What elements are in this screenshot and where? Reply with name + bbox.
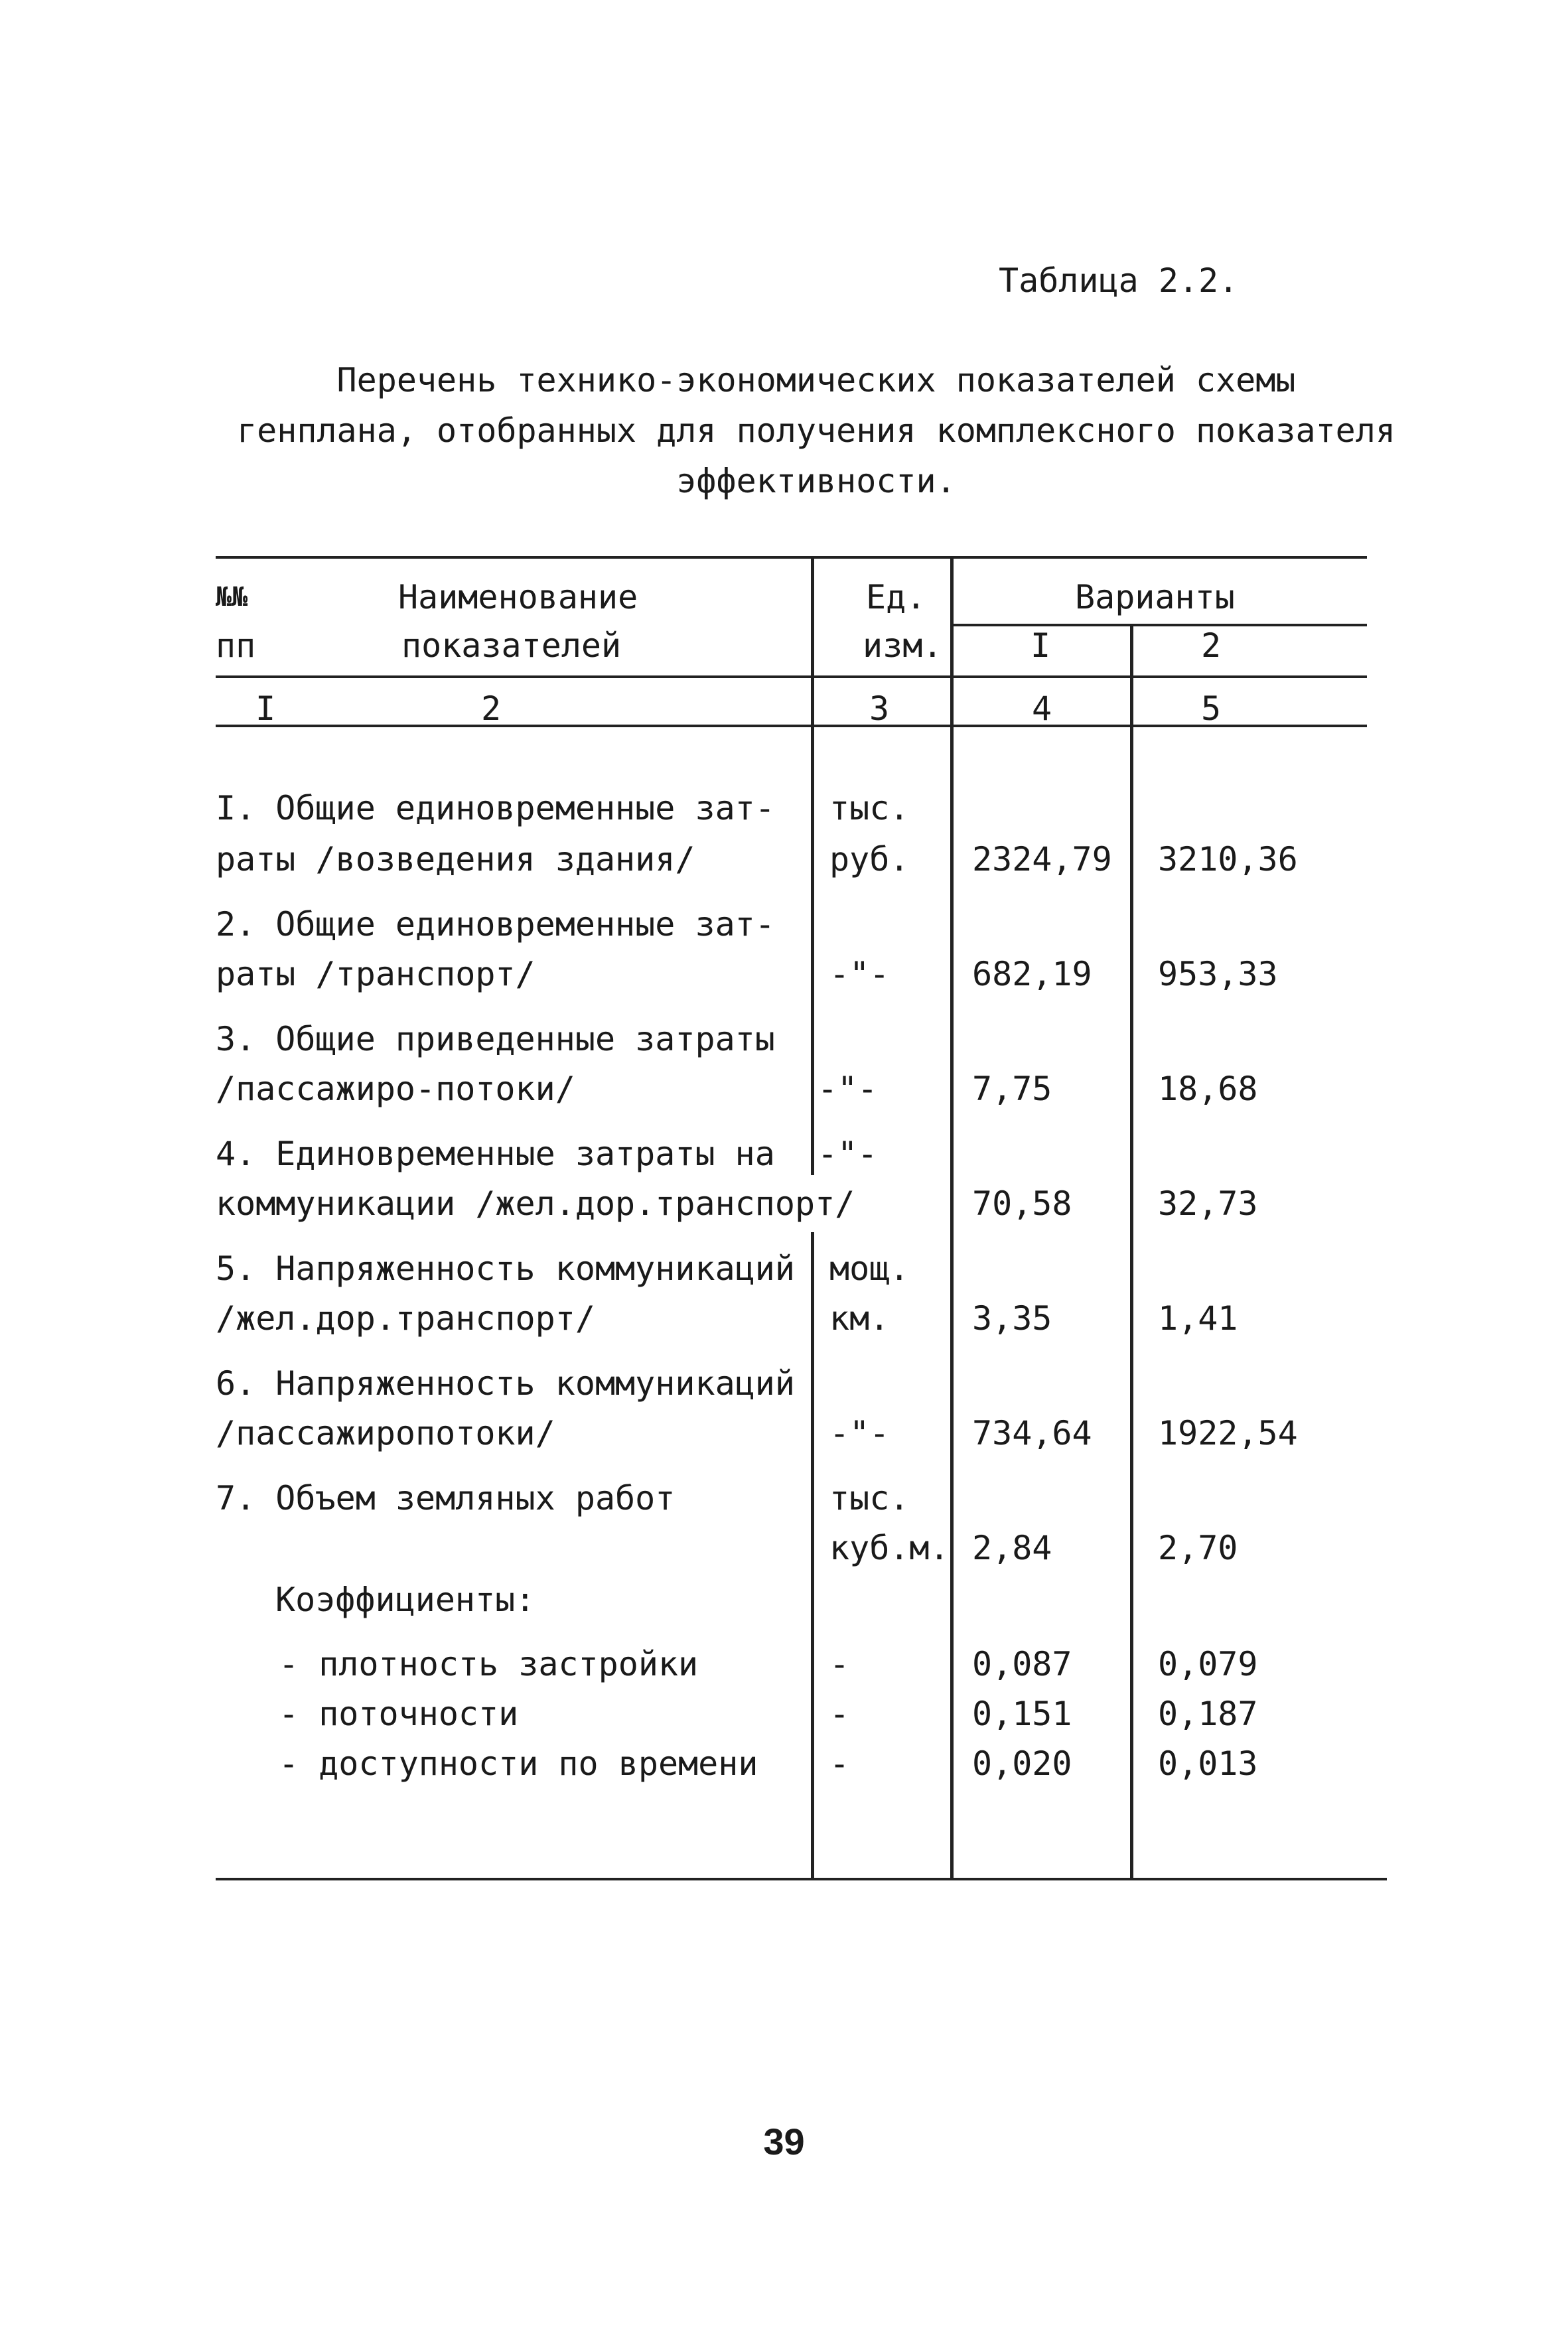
col-divider-unit-v1 [950,557,954,1879]
row-7-name-line1: 7. Объем земляных работ [216,1479,676,1517]
header-variant-2: 2 [1201,626,1222,665]
coef-3-v2: 0,013 [1158,1744,1258,1783]
row-2-name-line2: раты /транспорт/ [216,955,535,993]
row-1-v1: 2324,79 [972,840,1112,879]
row-7-v2: 2,70 [1158,1529,1238,1567]
coef-2-unit: - [829,1695,850,1733]
coef-2-name: - поточности [279,1695,519,1733]
row-3-name-line2: /пассажиро-потоки/ [216,1070,575,1108]
row-1-name-line2: раты /возведения здания/ [216,840,695,879]
coef-3-v1: 0,020 [972,1744,1072,1783]
row-2-v1: 682,19 [972,955,1092,993]
header-num-line2: пп [216,626,256,665]
row-5-name-line1: 5. Напряженность коммуникаций [216,1249,795,1288]
heading-line: Перечень технико-экономических показателей схемы [336,361,1296,399]
header-variant-1: I [1031,626,1051,665]
row-2-name-line1: 2. Общие единовременные зат- [216,905,775,944]
row-3-unit-line2: -"- [818,1070,878,1108]
coef-2-v2: 0,187 [1158,1695,1258,1733]
header-bottom-rule [216,675,1367,678]
coefficients-label: Коэффициенты: [275,1581,535,1619]
coef-1-v2: 0,079 [1158,1645,1258,1683]
row-1-name-line1: I. Общие единовременные зат- [216,789,775,827]
table-bottom-rule [216,1878,1387,1880]
header-name-line1: Наименование [398,578,638,616]
row-3-name-line1: 3. Общие приведенные затраты [216,1020,775,1058]
row-6-v2: 1922,54 [1158,1414,1298,1452]
row-3-v1: 7,75 [972,1070,1052,1108]
row-4-v1: 70,58 [972,1184,1072,1223]
row-4-name-line1: 4. Единовременные затраты на [216,1135,775,1173]
col-divider-v1-v2 [1130,625,1133,1879]
row-5-name-line2: /жел.дор.транспорт/ [216,1299,595,1338]
row-2-unit-line2: -"- [829,955,890,993]
header-variants: Варианты [1075,578,1235,616]
row-5-v1: 3,35 [972,1299,1052,1338]
row-4-unit-line1: -"- [818,1135,878,1173]
table-heading [199,355,1433,506]
colnum-bottom-rule [216,725,1367,727]
table-caption: Таблица 2.2. [999,261,1239,300]
coef-1-unit: - [829,1645,850,1683]
row-3-v2: 18,68 [1158,1070,1258,1108]
row-7-unit-line1: тыс. [829,1479,910,1517]
row-4-v2: 32,73 [1158,1184,1258,1223]
row-4-name-line2: коммуникации /жел.дор.транспорт/ [216,1175,859,1232]
header-name-line2: показателей [401,626,622,665]
coef-3-name: - доступности по времени [279,1744,758,1783]
coef-1-name: - плотность застройки [279,1645,699,1683]
row-6-name-line1: 6. Напряженность коммуникаций [216,1364,795,1403]
row-6-name-line2: /пассажиропотоки/ [216,1414,555,1452]
row-1-unit-line1: тыс. [829,789,910,827]
variants-rule [952,624,1367,626]
heading-line: генплана, отобранных для получения комплексного показателя [237,411,1395,450]
page-number: 39 [763,2121,805,2162]
row-5-v2: 1,41 [1158,1299,1238,1338]
row-1-v2: 3210,36 [1158,840,1298,879]
heading-line: эффективности. [676,462,956,500]
colnum-1: I [255,689,276,728]
table-top-rule [216,556,1367,559]
row-7-v1: 2,84 [972,1529,1052,1567]
coef-1-v1: 0,087 [972,1645,1072,1683]
header-unit-line2: изм. [863,626,943,665]
row-6-unit-line2: -"- [829,1414,890,1452]
row-5-unit-line2: км. [829,1299,890,1338]
coef-2-v1: 0,151 [972,1695,1072,1733]
row-2-v2: 953,33 [1158,955,1278,993]
header-unit-line1: Ед. [866,578,926,616]
colnum-3: 3 [869,689,890,728]
colnum-2: 2 [481,689,502,728]
row-1-unit-line2: руб. [829,840,910,879]
header-num-line1: №№ [216,582,248,612]
colnum-4: 4 [1032,689,1052,728]
coef-3-unit: - [829,1744,850,1783]
row-6-v1: 734,64 [972,1414,1092,1452]
row-7-unit-line2: куб.м. [829,1529,950,1567]
colnum-5: 5 [1201,689,1222,728]
row-5-unit-line1: мощ. [829,1249,910,1288]
